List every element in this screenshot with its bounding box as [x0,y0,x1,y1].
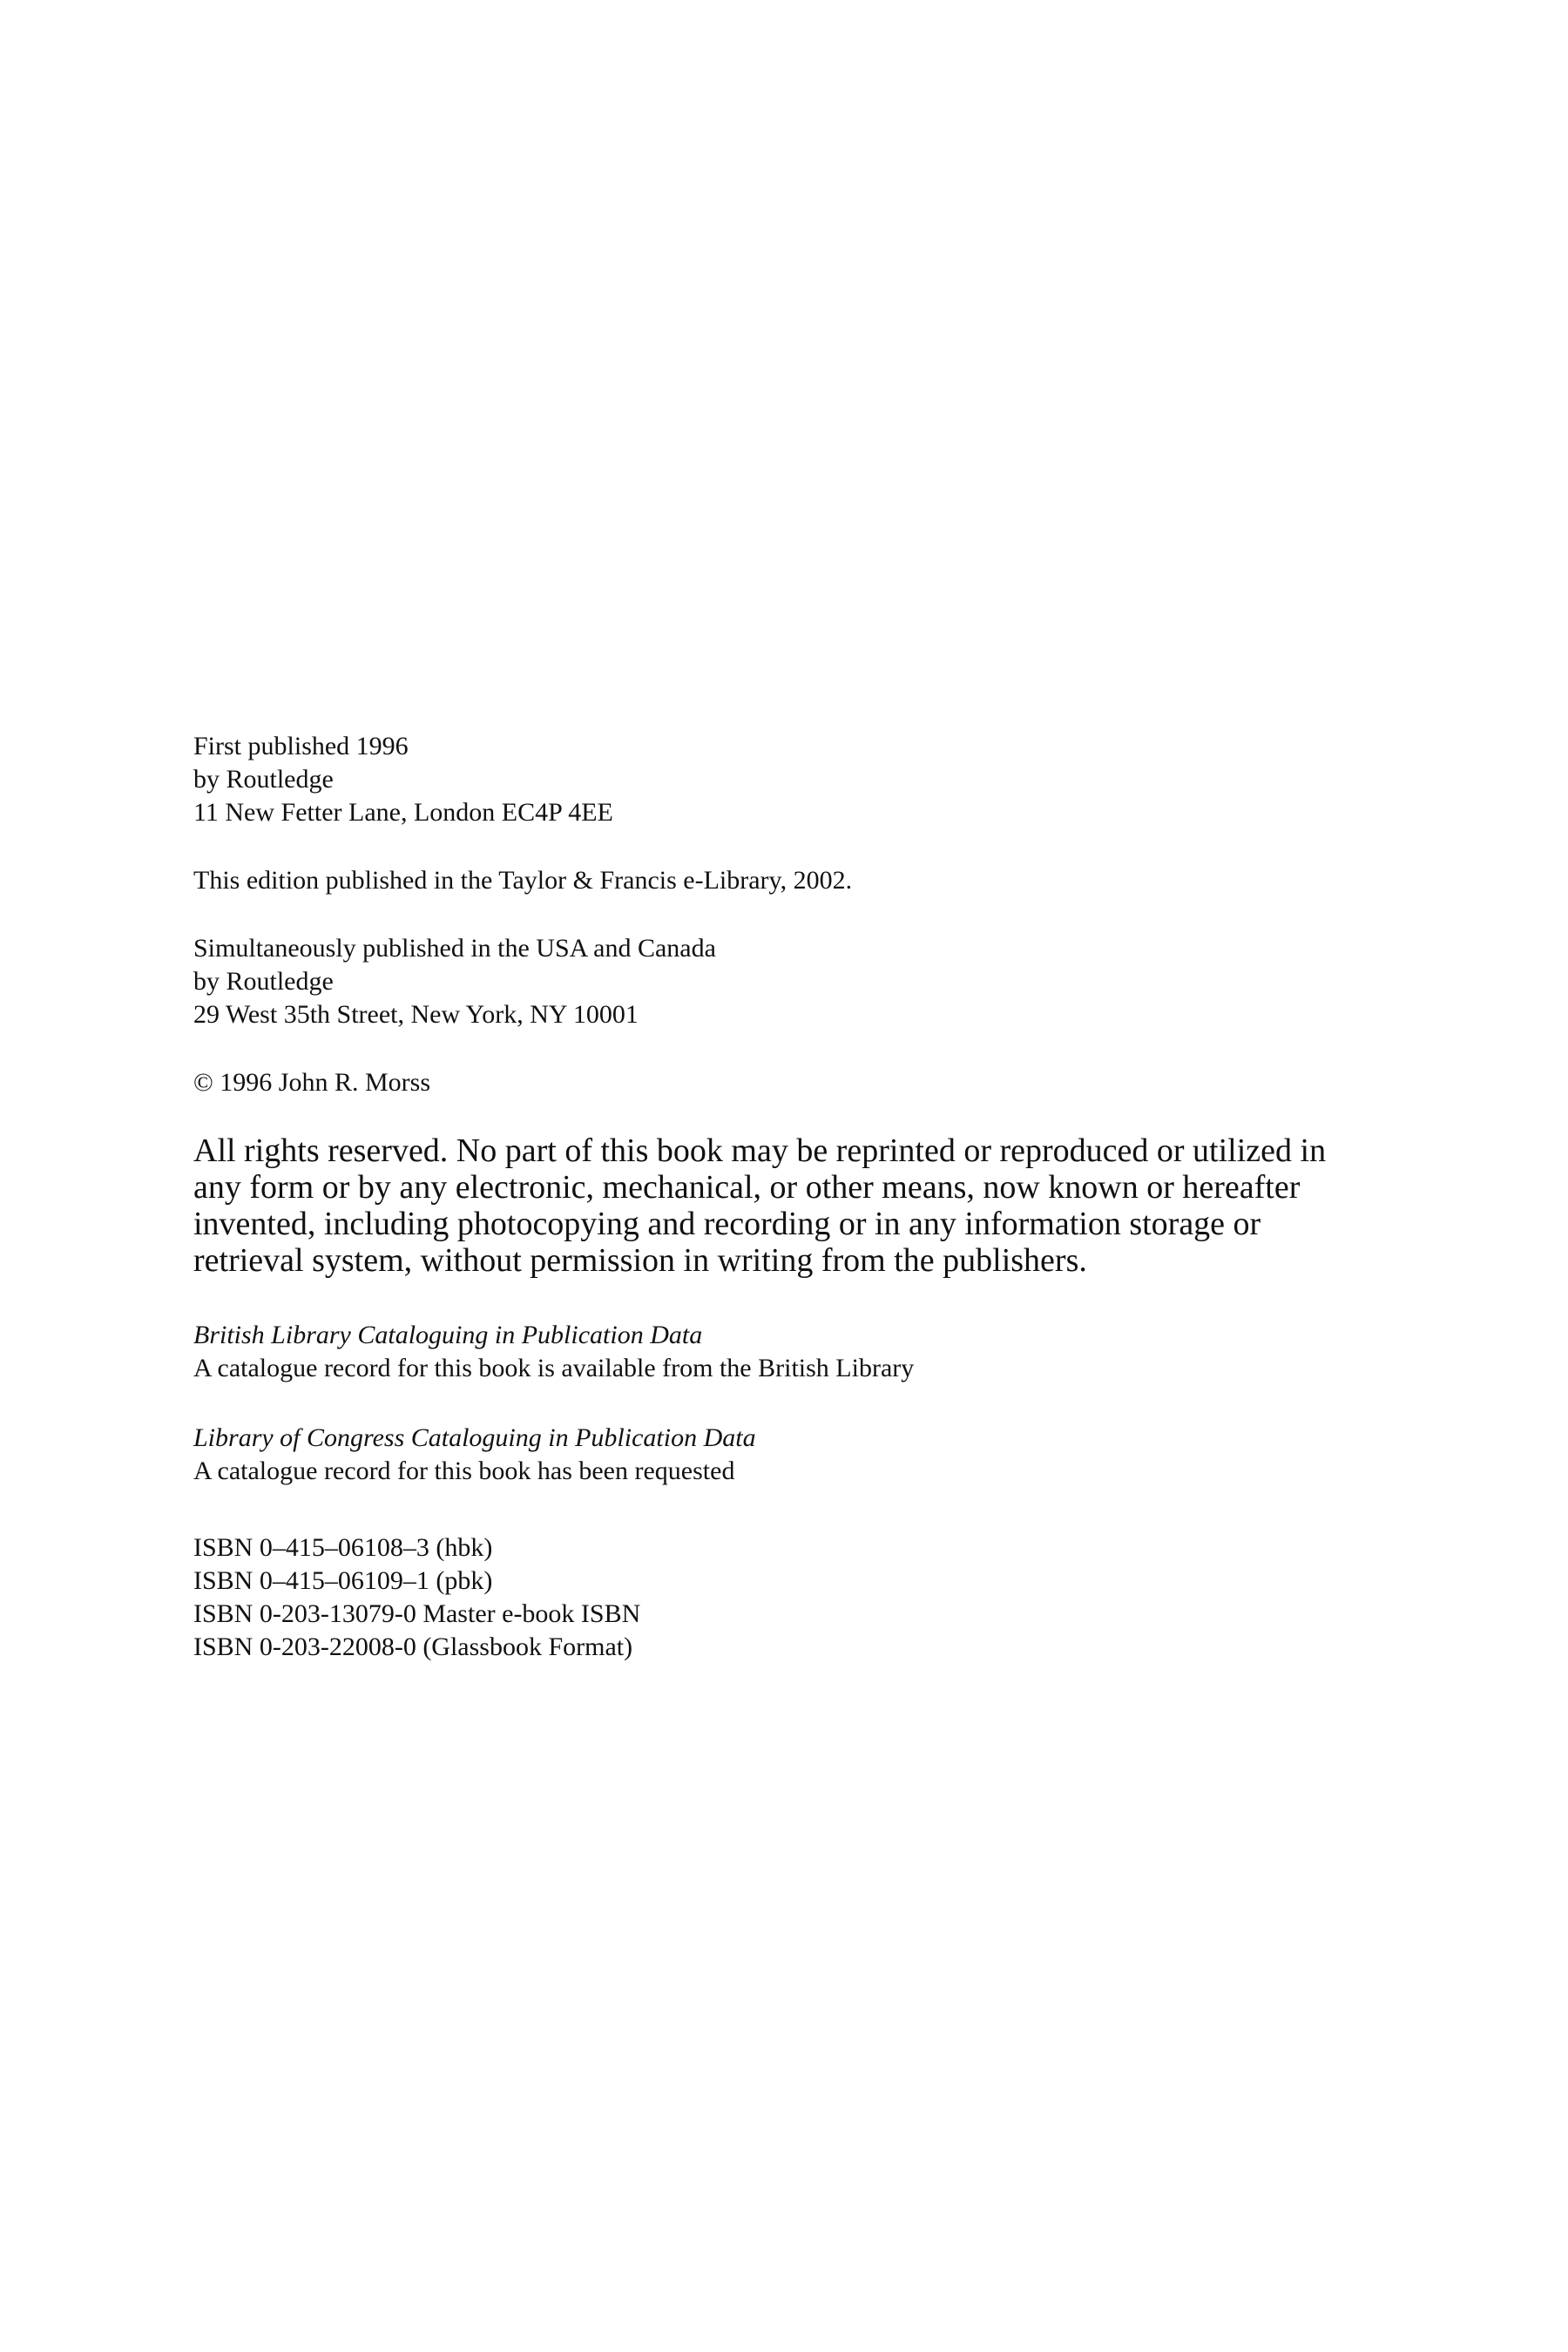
first-published-line: First published 1996 [193,732,409,760]
library-of-congress-record: A catalogue record for this book has been requested [193,1456,735,1485]
isbn-hbk: ISBN 0–415–06108–3 (hbk) [193,1533,493,1562]
usa-line-1: Simultaneously published in the USA and Canada [193,934,716,963]
spacer [193,1279,1378,1319]
spacer [193,1099,1378,1132]
british-library-heading: British Library Cataloguing in Publication Data [193,1321,703,1349]
isbn-glassbook: ISBN 0-203-22008-0 (Glassbook Format) [193,1632,633,1661]
london-address-line: 11 New Fetter Lane, London EC4P 4EE [193,798,613,827]
copyright-content [193,730,1378,1664]
copyright-block [193,1066,1378,1099]
spacer [193,1385,1378,1422]
spacer [193,897,1378,932]
usa-block [193,932,1378,1031]
spacer [193,1488,1378,1531]
edition-block [193,864,1378,897]
isbn-master-ebook: ISBN 0-203-13079-0 Master e-book ISBN [193,1599,641,1628]
british-library-block [193,1319,1378,1385]
usa-line-3: 29 West 35th Street, New York, NY 10001 [193,1000,639,1029]
usa-line-2: by Routledge [193,967,334,996]
spacer [193,829,1378,864]
library-of-congress-heading: Library of Congress Cataloguing in Publication Data [193,1423,756,1452]
copyright-line: © 1996 John R. Morss [193,1068,430,1097]
rights-paragraph: All rights reserved. No part of this book may be reprinted or reproduced or utilized in any form or by any electronic, mechanical, or other means, now known or hereafter invented, including photocopying and recording or in any information storage or retrieval system, without permission in writing from the publishers. [193,1132,1327,1279]
british-library-record: A catalogue record for this book is available from the British Library [193,1354,915,1382]
library-of-congress-block [193,1422,1378,1488]
imprint-block [193,730,1378,829]
isbn-block [193,1531,1378,1664]
spacer [193,1031,1378,1066]
isbn-pbk: ISBN 0–415–06109–1 (pbk) [193,1566,493,1595]
edition-line: This edition published in the Taylor & Francis e-Library, 2002. [193,866,853,895]
publisher-line: by Routledge [193,765,334,794]
